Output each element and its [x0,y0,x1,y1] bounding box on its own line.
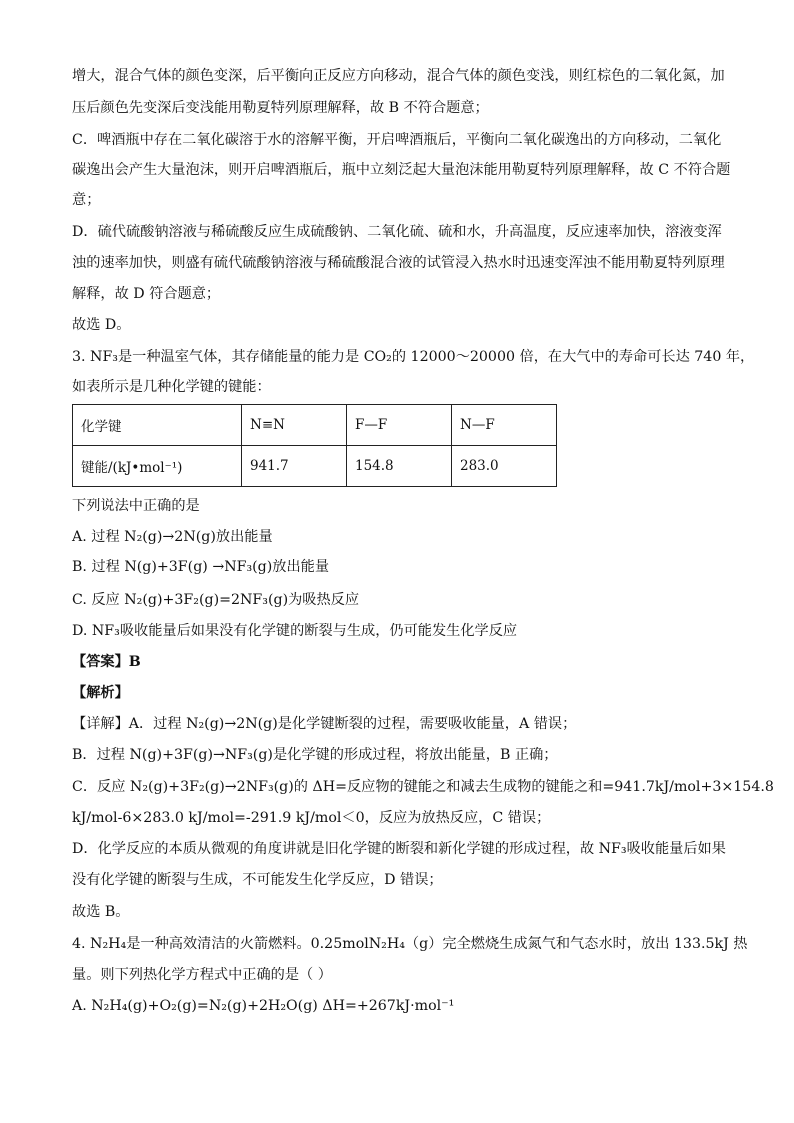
text-line: 【详解】A．过程 N₂(g)→2N(g)是化学键断裂的过程，需要吸收能量，A 错误； [72,716,577,732]
table-cell: 化学键 [73,405,242,446]
analysis-heading: 【解析】 [72,685,129,701]
bond-energy-table [72,404,557,487]
question-4-stem: 4. N₂H₄是一种高效清洁的火箭燃料。0.25molN₂H₄（g）完全燃烧生成氮气和气态水时，放出 133.5kJ 热 [72,936,748,952]
text-line: C．啤酒瓶中存在二氧化碳溶于水的溶解平衡，开启啤酒瓶后，平衡向二氧化碳逸出的方向移动，二氧化 [72,132,722,148]
text-line: 没有化学键的断裂与生成，不可能发生化学反应，D 错误； [72,872,443,888]
table-row [73,405,557,446]
text-line: 意； [72,192,101,208]
question-3-stem: 3. NF₃是一种温室气体，其存储能量的能力是 CO₂的 12000～20000 倍，在大气中的寿命可长达 740 年， [72,349,755,365]
answer-heading: 【答案】B [72,654,141,670]
text-line: D．化学反应的本质从微观的角度讲就是旧化学键的断裂和新化学键的形成过程，故 NF₃吸收能量后如果 [72,841,726,857]
table-cell: 键能/(kJ•mol⁻¹) [73,446,242,487]
text-line: D．硫代硫酸钠溶液与稀硫酸反应生成硫酸钠、二氧化硫、硫和水，升高温度，反应速率加快，溶液变浑 [72,224,722,240]
table-cell: 283.0 [452,446,557,487]
text-line: 如表所示是几种化学键的键能： [72,379,271,395]
text-line: kJ/mol-6×283.0 kJ/mol=-291.9 kJ/mol＜0，反应为放热反应，C 错误； [72,810,551,826]
text-line: C．反应 N₂(g)+3F₂(g)→2NF₃(g)的 ΔH=反应物的键能之和减去生成物的键能之和=941.7kJ/mol+3×154.8 [72,779,774,795]
table-row [73,446,557,487]
table-cell: N≡N [242,405,347,446]
table-cell: F—F [347,405,452,446]
table-cell: N—F [452,405,557,446]
text-line: 故选 D。 [72,317,131,333]
option-c: C. 反应 N₂(g)+3F₂(g)=2NF₃(g)为吸热反应 [72,592,360,608]
text-line: 解释，故 D 符合题意； [72,286,221,302]
option-d: D. NF₃吸收能量后如果没有化学键的断裂与生成，仍可能发生化学反应 [72,623,518,639]
option-a: A. N₂H₄(g)+O₂(g)=N₂(g)+2H₂O(g) ΔH=+267kJ·mol⁻¹ [72,998,455,1014]
text-line: 压后颜色先变深后变浅能用勒夏特列原理解释，故 B 不符合题意； [72,100,489,116]
text-line: 下列说法中正确的是 [72,498,200,514]
option-b: B. 过程 N(g)+3F(g) →NF₃(g)放出能量 [72,559,330,575]
option-a: A. 过程 N₂(g)→2N(g)放出能量 [72,529,273,545]
text-line: 量。则下列热化学方程式中正确的是（ ） [72,967,332,983]
text-line: 故选 B。 [72,904,130,920]
text-line: 浊的速率加快，则盛有硫代硫酸钠溶液与稀硫酸混合液的试管浸入热水时迅速变浑浊不能用勒夏特列原理 [72,255,725,271]
table-cell: 941.7 [242,446,347,487]
text-line: 增大，混合气体的颜色变深，后平衡向正反应方向移动，混合气体的颜色变浅，则红棕色的二氧化氮，加 [72,68,725,84]
table-cell: 154.8 [347,446,452,487]
text-line: B．过程 N(g)+3F(g)→NF₃(g)是化学键的形成过程，将放出能量，B 正确； [72,747,558,763]
text-line: 碳逸出会产生大量泡沫，则开启啤酒瓶后，瓶中立刻泛起大量泡沫能用勒夏特列原理解释，故 C 不符合题 [72,162,731,178]
